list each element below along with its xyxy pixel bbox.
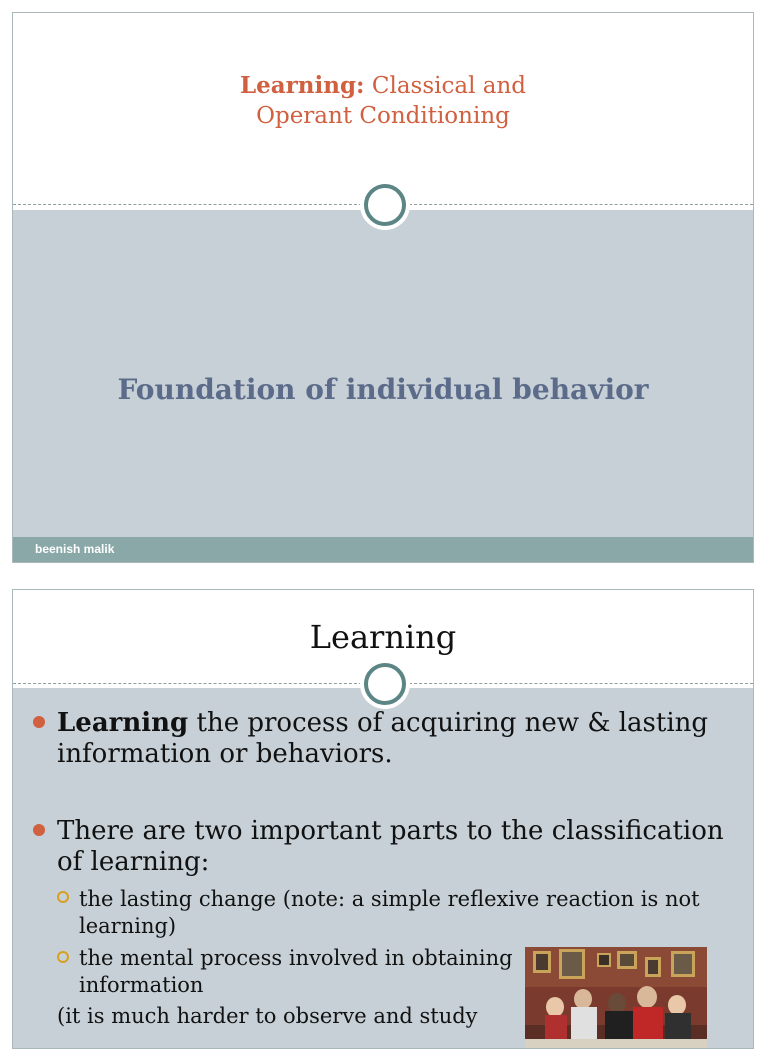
bullet-1 [57, 708, 747, 770]
bullet-dot-icon [33, 716, 45, 728]
sub-bullet-circle-icon [57, 891, 69, 903]
circle-ring-icon [364, 663, 406, 705]
sub-bullet-2-line-2: information [79, 973, 204, 997]
title-line-2: Operant Conditioning [256, 103, 510, 129]
slide-1-title [13, 71, 753, 131]
title-bold-word: Learning: [239, 72, 365, 99]
slide-1-subtitle: Foundation of individual behavior [117, 373, 649, 406]
note-text: (it is much harder to observe and study [57, 1004, 478, 1028]
title-line-1: Classical and [371, 73, 527, 99]
author-label: beenish malik [35, 542, 115, 556]
classroom-photo [525, 947, 707, 1049]
slide-1-footer [13, 537, 753, 562]
slide-1 [12, 12, 754, 563]
bullet-dot-icon [33, 824, 45, 836]
bullet-1-term: Learning [57, 708, 189, 738]
slide-2 [12, 589, 754, 1049]
slide-2-title: Learning [309, 618, 457, 656]
classroom-photo-graphic [525, 947, 707, 1049]
slide-1-header [13, 13, 753, 205]
sub-bullet-circle-icon [57, 951, 69, 963]
circle-ring-icon [364, 184, 406, 226]
sub-bullet-2-line-1: the mental process involved in obtaining [79, 946, 513, 970]
bullet-2: There are two important parts to the classification of learning: [57, 816, 724, 877]
sub-bullet-1: the lasting change (note: a simple reflexive reaction is not learning) [79, 887, 700, 938]
sub-bullet-2 [79, 945, 519, 999]
bullet-1-text: the process of acquiring new & lasting information or behaviors. [57, 708, 709, 769]
